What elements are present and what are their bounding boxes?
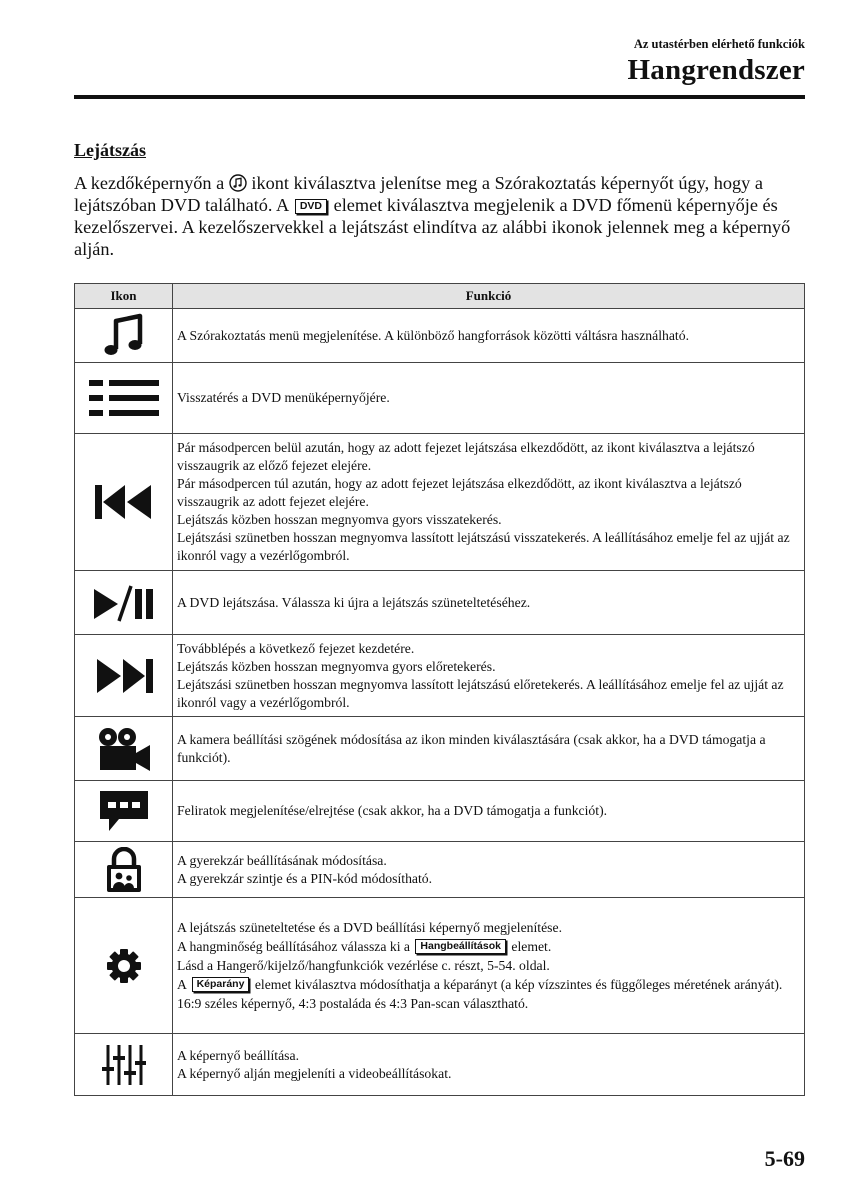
row-text: Lásd a Hangerő/kijelző/hangfunkciók vezérlése c. részt, 5-54. oldal. bbox=[177, 958, 550, 973]
row-text: A Szórakoztatás menü megjelenítése. A különböző hangforrások közötti váltásra használható. bbox=[177, 327, 689, 343]
play-pause-icon bbox=[92, 583, 156, 623]
page-number: 5-69 bbox=[764, 1146, 805, 1171]
intro-paragraph bbox=[74, 172, 804, 260]
row-text: Lejátszási szünetben hosszan megnyomva lassított lejátszású előretekerés. A leállításához emelje fel az ujját az ikonról vagy a vezérlőgombról. bbox=[177, 676, 784, 710]
section-title: Lejátszás bbox=[74, 140, 146, 160]
row-text: Feliratok megjelenítése/elrejtése (csak akkor, ha a DVD támogatja a funkciót). bbox=[177, 803, 608, 818]
header-subtitle: Az utastérben elérhető funkciók bbox=[633, 37, 805, 51]
settings-gear-icon bbox=[106, 948, 142, 984]
icon-function-table bbox=[74, 283, 805, 1096]
keparany-key: Képarány bbox=[192, 977, 250, 992]
skip-next-icon bbox=[95, 658, 153, 694]
equalizer-sliders-icon bbox=[102, 1043, 146, 1087]
camera-angle-icon bbox=[97, 727, 151, 771]
row-text: Lejátszás közben hosszan megnyomva gyors előretekerés. bbox=[177, 658, 496, 674]
row-text: Lejátszási szünetben hosszan megnyomva lassított lejátszású visszatekerés. A leállításához emelje fel az ujját az ikonról vagy a vezérlőgombról. bbox=[177, 530, 790, 563]
table-row bbox=[75, 635, 805, 717]
row-text: 16:9 széles képernyő, 4:3 postaláda és 4:3 Pan-scan választható. bbox=[177, 996, 529, 1011]
music-note-inline-icon bbox=[229, 174, 247, 192]
table-row bbox=[75, 1034, 805, 1096]
child-lock-icon bbox=[105, 847, 143, 893]
row-text: A gyerekzár szintje és a PIN-kód módosítható. bbox=[177, 870, 433, 886]
header-icon: Ikon bbox=[75, 284, 173, 309]
skip-previous-icon bbox=[95, 484, 153, 520]
music-note-icon bbox=[102, 313, 146, 359]
row-text: A hangminőség beállításához válassza ki a bbox=[177, 939, 410, 954]
hangbeallitasok-key: Hangbeállítások bbox=[415, 939, 506, 954]
row-text: Visszatérés a DVD menüképernyőjére. bbox=[177, 390, 390, 405]
table-row bbox=[75, 363, 805, 434]
row-text: A képernyő beállítása. bbox=[177, 1047, 300, 1063]
dvd-key-label: DVD bbox=[295, 199, 327, 214]
row-text: A kamera beállítási szögének módosítása az ikon minden kiválasztására (csak akkor, ha a DVD támogatja a funkciót). bbox=[177, 731, 766, 765]
intro-text-2: ikont kiválasztva jelenítse meg a Szórakoztatás képernyőt úgy, hogy a lejátszóban DVD található. A bbox=[74, 173, 763, 215]
intro-text-3: elemet kiválasztva megjelenik a DVD főmenü képernyője és kezelőszervei. A kezelőszervekkel a lejátszást elindítva az alábbi ikonok jelennek meg a képernyő alján. bbox=[74, 195, 791, 259]
row-text: A lejátszás szüneteltetése és a DVD beállítási képernyő megjelenítése. bbox=[177, 920, 563, 935]
subtitle-icon bbox=[99, 789, 149, 833]
table-row bbox=[75, 717, 805, 781]
intro-text-1: A kezdőképernyőn a bbox=[74, 173, 225, 193]
row-text: Lejátszás közben hosszan megnyomva gyors visszatekerés. bbox=[177, 512, 502, 527]
table-row bbox=[75, 898, 805, 1034]
row-text: A gyerekzár beállításának módosítása. bbox=[177, 852, 387, 868]
table-row bbox=[75, 781, 805, 842]
row-text: Továbblépés a következő fejezet kezdetére. bbox=[177, 640, 415, 656]
row-text: Pár másodpercen túl azután, hogy az adott fejezet lejátszása elkezdődött, az ikont kiválasztva a lejátszó visszaugrik az adott fejezet elejére. bbox=[177, 476, 742, 509]
row-text: elemet. bbox=[511, 939, 552, 954]
row-text: A képernyő alján megjeleníti a videobeállításokat. bbox=[177, 1065, 452, 1081]
table-row bbox=[75, 309, 805, 363]
menu-list-icon bbox=[89, 378, 159, 418]
row-text: A DVD lejátszása. Válassza ki újra a lejátszás szüneteltetéséhez. bbox=[177, 594, 531, 610]
table-row bbox=[75, 842, 805, 898]
page-title: Hangrendszer bbox=[627, 54, 805, 86]
header-function: Funkció bbox=[173, 284, 805, 309]
table-row bbox=[75, 434, 805, 571]
row-text: Pár másodpercen belül azután, hogy az adott fejezet lejátszása elkezdődött, az ikont kiválasztva a lejátszó visszaugrik az előző fejezet elejére. bbox=[177, 440, 755, 473]
table-header-row bbox=[75, 284, 805, 309]
row-text: elemet kiválasztva módosíthatja a képarányt (a kép vízszintes és függőleges méretének arányát). bbox=[254, 977, 783, 992]
row-text: A bbox=[177, 977, 187, 992]
table-row bbox=[75, 571, 805, 635]
header-rule bbox=[74, 95, 805, 99]
